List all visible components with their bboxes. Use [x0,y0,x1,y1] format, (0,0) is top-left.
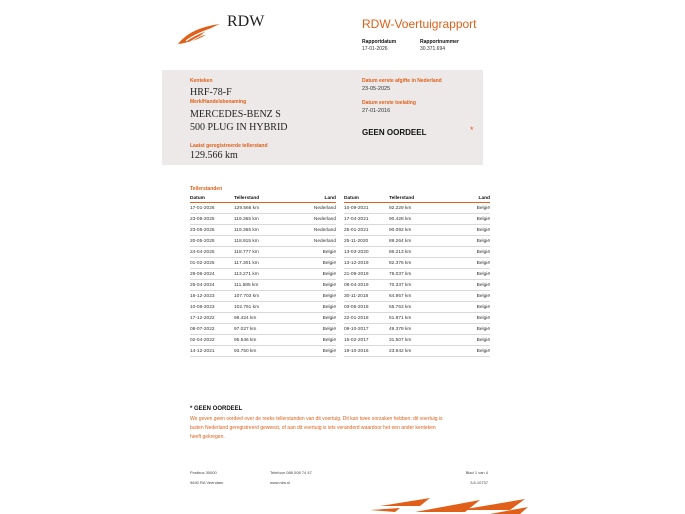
cell-date: 08-07-2022 [190,324,234,335]
cell-date: 24-04-2025 [190,247,234,258]
cell-date: 01-02-2025 [190,258,234,269]
last-odometer-label: Laatst geregistreerde tellerstand [190,143,268,149]
report-date-label: Rapportdatum [362,39,397,45]
rdw-logo-icon [176,22,222,46]
cell-reading: 129.566 km [234,203,284,214]
table-row [190,225,336,236]
column-header-date: Datum [190,194,234,203]
cell-reading: 89.264 km [389,236,439,247]
cell-reading: 90.092 km [389,225,439,236]
column-header-date: Datum [344,194,389,203]
cell-reading: 102.761 km [234,302,284,313]
table-header-row [344,194,490,203]
brand-line-2: 500 PLUG IN HYBRID [190,122,288,133]
cell-date: 25-01-2021 [344,225,389,236]
table-row [190,335,336,346]
table-row [190,346,336,357]
cell-date: 30-11-2018 [344,291,389,302]
cell-date: 09-10-2017 [344,324,389,335]
cell-country: België [284,335,336,346]
table-row [344,324,490,335]
cell-country: België [284,269,336,280]
cell-reading: 23.942 km [389,346,439,357]
cell-date: 23-05-2025 [190,225,234,236]
first-use-date: 27-01-2016 [362,108,391,114]
column-header-reading: Tellerstand [389,194,439,203]
verdict: GEEN OORDEEL [362,128,427,137]
cell-reading: 118.915 km [234,236,284,247]
table-row [344,258,490,269]
cell-reading: 79.037 km [389,269,439,280]
plate-label: Kenteken [190,78,213,84]
verdict-mark: * [470,125,474,135]
first-admission-date: 23-05-2025 [362,86,391,92]
logo-text: RDW [227,13,265,30]
cell-country: België [284,247,336,258]
cell-country: België [284,302,336,313]
cell-date: 19-10-2016 [344,346,389,357]
table-row [190,280,336,291]
cell-date: 17-12-2022 [190,313,234,324]
cell-date: 16-12-2023 [190,291,234,302]
cell-reading: 92.229 km [389,203,439,214]
cell-date: 25-04-2024 [190,280,234,291]
cell-date: 13-03-2020 [344,247,389,258]
cell-reading: 98.424 km [234,313,284,324]
cell-country: België [439,280,490,291]
cell-country: België [439,258,490,269]
cell-date: 03-05-2018 [344,302,389,313]
cell-date: 15-02-2017 [344,335,389,346]
table-row [344,280,490,291]
column-header-reading: Tellerstand [234,194,284,203]
table-row [344,247,490,258]
cell-country: België [439,236,490,247]
cell-reading: 49.379 km [389,324,439,335]
cell-country: Nederland [284,225,336,236]
table-row [190,302,336,313]
cell-reading: 93.750 km [234,346,284,357]
cell-reading: 82.376 km [389,258,439,269]
cell-date: 14-12-2021 [190,346,234,357]
cell-reading: 86.213 km [389,247,439,258]
note-line-3: heeft gekregen. [190,434,225,440]
brand-line-1: MERCEDES-BENZ S [190,109,281,120]
note-line-2: buiten Nederland geregistreerd geweest, of aan dit voertuig is iets veranderd waardoor het een ander kenteken [190,425,436,431]
table-row [344,214,490,225]
cell-country: België [439,225,490,236]
table-row [344,302,490,313]
last-odometer-value: 129.566 km [190,150,238,161]
table-row [190,214,336,225]
cell-date: 08-04-2019 [344,280,389,291]
cell-date: 10-06-2023 [190,302,234,313]
cell-reading: 107.703 km [234,291,284,302]
column-header-country: Land [439,194,490,203]
footer-phone: Telefoon 088 008 74 47 [270,470,312,475]
table-row [344,313,490,324]
cell-country: België [284,280,336,291]
report-number-label: Rapportnummer [420,39,459,45]
report-title: RDW-Voertuigrapport [362,17,477,31]
cell-country: België [439,203,490,214]
table-row [190,203,336,214]
first-admission-label: Datum eerste afgifte in Nederland [362,78,442,84]
cell-reading: 111.585 km [234,280,284,291]
cell-country: België [439,335,490,346]
table-row [190,269,336,280]
cell-country: België [439,313,490,324]
cell-reading: 117.301 km [234,258,284,269]
cell-date: 17-04-2021 [344,214,389,225]
table-row [190,258,336,269]
table-row [344,269,490,280]
odometer-section-title: Tellerstanden [190,186,223,192]
cell-reading: 118.777 km [234,247,284,258]
cell-reading: 90.428 km [389,214,439,225]
cell-country: België [284,258,336,269]
footer-address-1: Postbus 30000 [190,470,217,475]
cell-date: 22-01-2018 [344,313,389,324]
report-number: 30.371.694 [420,46,446,52]
table-row [344,225,490,236]
cell-country: België [439,324,490,335]
cell-country: België [439,346,490,357]
table-row [344,203,490,214]
column-header-country: Land [284,194,336,203]
table-row [344,291,490,302]
cell-date: 13-12-2019 [344,258,389,269]
table-row [190,291,336,302]
cell-country: België [284,346,336,357]
table-row [344,335,490,346]
table-row [344,236,490,247]
cell-reading: 119.365 km [234,214,284,225]
cell-country: België [439,269,490,280]
cell-country: België [284,291,336,302]
note-line-1: We geven geen oordeel over de reeks tellerstanden van dit voertuig. Dit kan twee oorzaken hebben: dit voertuig is [190,416,443,422]
first-use-label: Datum eerste toelating [362,100,416,106]
cell-reading: 64.957 km [389,291,439,302]
cell-reading: 113.271 km [234,269,284,280]
cell-reading: 31.507 km [389,335,439,346]
table-row [190,236,336,247]
cell-date: 25-11-2020 [344,236,389,247]
cell-country: Nederland [284,214,336,225]
cell-date: 17-01-2026 [190,203,234,214]
decorative-stripes-icon [360,496,530,514]
cell-reading: 119.365 km [234,225,284,236]
cell-country: Nederland [284,203,336,214]
cell-date: 20-05-2025 [190,236,234,247]
cell-date: 29-06-2024 [190,269,234,280]
footer-address-2: 9640 RA Veendam [190,480,224,485]
footer-code: 3.6.10737 [470,480,488,485]
table-row [190,313,336,324]
cell-country: België [439,214,490,225]
cell-country: België [439,291,490,302]
cell-country: Nederland [284,236,336,247]
cell-country: België [439,247,490,258]
report-date: 17-01-2026 [362,46,388,52]
table-row [190,324,336,335]
cell-date: 23-05-2025 [190,214,234,225]
cell-country: België [439,302,490,313]
note-title: * GEEN OORDEEL [190,406,243,412]
cell-country: België [284,324,336,335]
cell-reading: 97.027 km [234,324,284,335]
license-plate: HRF-78-F [190,87,232,98]
cell-country: België [284,313,336,324]
footer-page: Blad 1 van 4 [465,470,488,475]
brand-label: Merk/Handelsbenaming [190,99,247,105]
table-row [190,247,336,258]
cell-date: 10-09-2021 [344,203,389,214]
footer-website: www.rdw.nl [270,480,291,485]
cell-reading: 95.546 km [234,335,284,346]
cell-reading: 70.337 km [389,280,439,291]
cell-date: 02-04-2022 [190,335,234,346]
table-header-row [190,194,336,203]
table-row [344,346,490,357]
cell-reading: 51.871 km [389,313,439,324]
cell-reading: 55.763 km [389,302,439,313]
odometer-table-left [190,194,336,357]
odometer-table-right [344,194,490,357]
cell-date: 21-09-2019 [344,269,389,280]
